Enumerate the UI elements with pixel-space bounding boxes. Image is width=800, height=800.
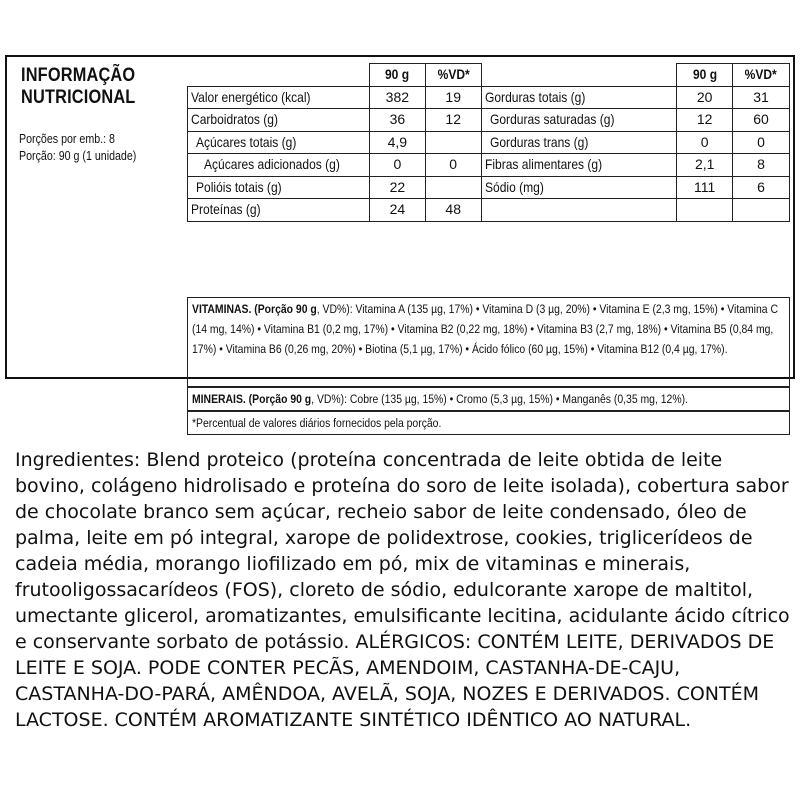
nutrient-label (481, 109, 677, 132)
nutrient-amount: 4,9 (369, 131, 425, 154)
vitamins-block (187, 297, 790, 387)
nutrient-label-text: Gorduras trans (g) (489, 133, 589, 150)
nutrient-label (481, 176, 677, 199)
minerals-block (187, 387, 790, 411)
nutrition-title-line1: INFORMAÇÃO (21, 65, 136, 86)
vitamins-text: , VD%): Vitamina A (135 µg, 17%) • Vitamina D (3 µg, 20%) • Vitamina E (2,3 mg, 15%) • Vitamina C (14 mg, 14%) • Vitamina B1 (0,2 mg, 17%) • Vitamina B2 (0,22 mg, 18%) • Vitamina B3 (2,7 mg, 18%) • Vitamina B5 (0,84 mg, 17%) • Vitamina B6 (0,26 mg, 20%) • Biotina (5,1 µg, 17%) • Ácido fólico (60 µg, 15%) • Vitamina B12 (0,4 µg, 17%). (192, 302, 778, 356)
nutrient-label-text: Sódio (mg) (484, 178, 544, 195)
nutrient-dv: 0 (733, 131, 790, 154)
ingredients-text: Ingredientes: Blend proteico (proteína concentrada de leite obtida de leite bovino, colágeno hidrolisado e proteína do soro de leite isolada), cobertura sabor de chocolate branco sem açúcar, recheio sabor de leite condensado, óleo de palma, leite em pó integral, xarope de polidextrose, cookies, triglicerídeos de cadeia média, morango liofilizado em pó, mix de vitaminas e minerais, frutooligossacarídeos (FOS), cloreto de sódio, edulcorante xarope de maltitol, umectante glicerol, aromatizantes, emulsificante lecitina, acidulante ácido cítrico e conservante sorbato de potássio. ALÉRGICOS: CONTÉM LEITE, DERIVADOS DE LEITE E SOJA. PODE CONTER PECÃS, AMENDOIM, CASTANHA-DE-CAJU, CASTANHA-DO-PARÁ, AMÊNDOA, AVELÃ, SOJA, NOZES E DERIVADOS. CONTÉM LACTOSE. CONTÉM AROMATIZANTE SINTÉTICO IDÊNTICO AO NATURAL. (15, 449, 790, 731)
table-row (188, 86, 790, 109)
nutrient-label-text: Açúcares totais (g) (196, 133, 297, 150)
col-dv-text: %VD* (437, 66, 470, 83)
col-amount-header (369, 64, 425, 87)
nutrient-amount: 2,1 (677, 154, 733, 177)
nutrient-label-text: Proteínas (g) (191, 201, 261, 218)
portion-size: Porção: 90 g (1 unidade) (19, 148, 137, 163)
nutrient-dv: 8 (733, 154, 790, 177)
nutrient-label (188, 86, 370, 109)
nutrient-amount: 36 (369, 109, 425, 132)
nutrient-label (188, 154, 370, 177)
table-row (188, 199, 790, 222)
table-row (188, 131, 790, 154)
portion-info (19, 130, 136, 164)
nutrient-label (481, 154, 677, 177)
nutrient-dv: 6 (733, 176, 790, 199)
nutrition-title-line2: NUTRICIONAL (21, 87, 136, 108)
nutrient-amount: 0 (677, 131, 733, 154)
nutrient-label-text: Açúcares adicionados (g) (204, 156, 340, 173)
nutrient-dv: 31 (733, 86, 790, 109)
nutrient-amount: 0 (369, 154, 425, 177)
nutrient-dv: 0 (425, 154, 481, 177)
nutrient-label-text: Gorduras totais (g) (484, 88, 586, 105)
col-dv-header (425, 64, 481, 87)
nutrient-label-text: Polióis totais (g) (196, 178, 282, 195)
nutrient-label (188, 131, 370, 154)
col-dv-text: %VD* (744, 66, 778, 83)
nutrient-label (188, 176, 370, 199)
nutrient-amount: 24 (369, 199, 425, 222)
col-amount-text: 90 g (692, 66, 717, 83)
nutrition-facts-panel (5, 55, 795, 430)
nutrient-label-text: Carboidratos (g) (191, 111, 278, 128)
nutrient-amount: 22 (369, 176, 425, 199)
nutrient-dv: 48 (425, 199, 481, 222)
col-dv-header (733, 64, 790, 87)
nutrient-dv: 19 (425, 86, 481, 109)
table-row (188, 109, 790, 132)
table-row (188, 154, 790, 177)
header-spacer (188, 64, 370, 87)
empty-cell (677, 199, 733, 222)
nutrient-dv (425, 176, 481, 199)
nutrient-label (188, 109, 370, 132)
vitamins-label: VITAMINAS. (192, 302, 252, 316)
nutrient-amount: 20 (677, 86, 733, 109)
nutrient-label-text: Gorduras saturadas (g) (489, 111, 615, 128)
table-header-row (188, 64, 790, 87)
nutrient-amount: 382 (369, 86, 425, 109)
minerals-label: MINERAIS. (192, 392, 246, 406)
nutrient-label (481, 131, 677, 154)
nutrient-label-text: Valor energético (kcal) (191, 88, 311, 105)
header-spacer (481, 64, 677, 87)
nutrition-title (21, 65, 135, 109)
minerals-portion: (Porção 90 g (248, 392, 312, 406)
nutrient-amount: 111 (677, 176, 733, 199)
nutrient-label (188, 199, 370, 222)
nutrient-label-text: Fibras alimentares (g) (484, 156, 602, 173)
col-amount-text: 90 g (385, 66, 410, 83)
table-row (188, 176, 790, 199)
col-amount-header (677, 64, 733, 87)
nutrient-dv: 60 (733, 109, 790, 132)
nutrient-amount: 12 (677, 109, 733, 132)
footnote-block (187, 411, 790, 435)
empty-cell (733, 199, 790, 222)
minerals-text: , VD%): Cobre (135 µg, 15%) • Cromo (5,3 µg, 15%) • Manganês (0,35 mg, 12%). (311, 392, 688, 406)
portions-per-pack: Porções por emb.: 8 (19, 131, 115, 146)
empty-cell (481, 199, 677, 222)
vitamins-portion: (Porção 90 g (254, 302, 317, 316)
footnote-text: *Percentual de valores diários fornecidos pela porção. (192, 416, 442, 430)
nutrient-dv (425, 131, 481, 154)
nutrient-label (481, 86, 677, 109)
nutrient-dv: 12 (425, 109, 481, 132)
nutrition-table (187, 63, 790, 222)
